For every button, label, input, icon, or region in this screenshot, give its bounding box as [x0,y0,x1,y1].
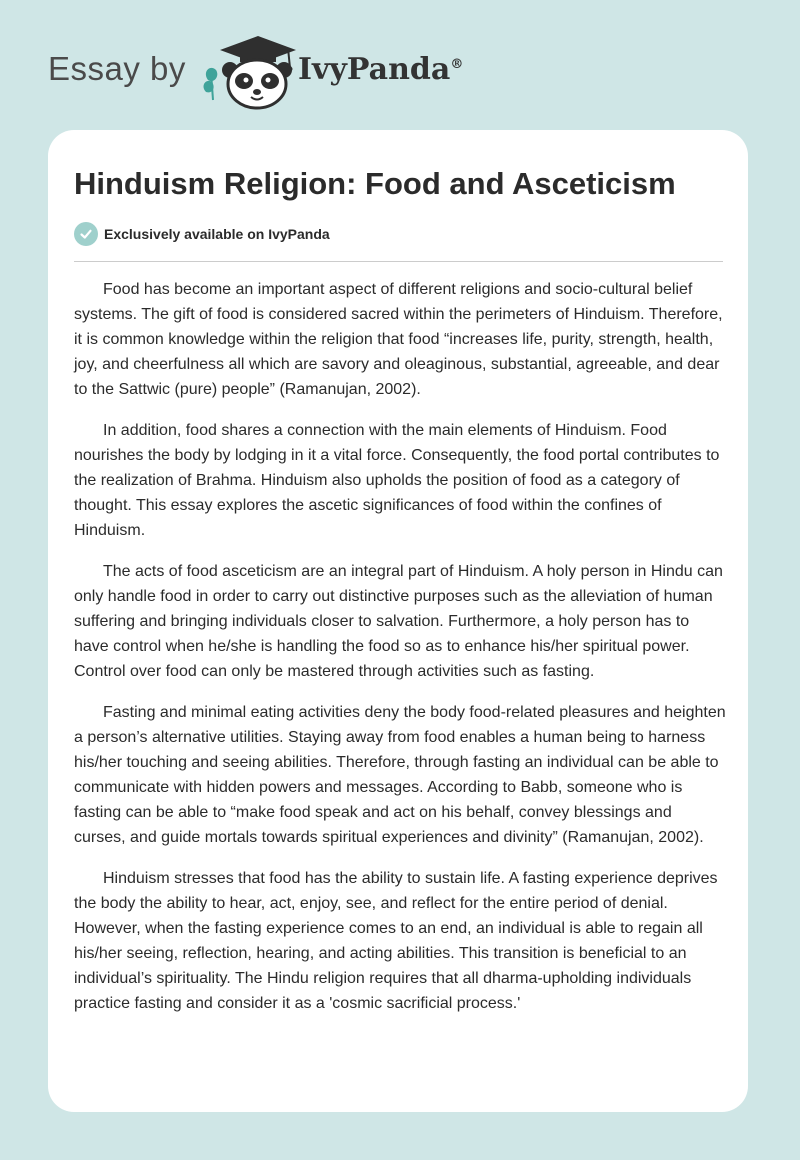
paragraph: In addition, food shares a connection with the main elements of Hinduism. Food nourishes the body by lodging in it a vital force. Consequently, the food portal contributes to the realization of Brahma. Hinduism also upholds the position of food as a category of thought. This essay explores the ascetic significances of food within the confines of Hinduism. [74,422,720,539]
paragraph: Hinduism stresses that food has the ability to sustain life. A fasting experience deprives the body the ability to hear, act, enjoy, see, and reflect for the entire period of denial. However, when the fasting experience comes to an end, an individual is able to regain all his/her seeing, reflection, hearing, and acting abilities. This transition is beneficial to an individual’s spirituality. The Hindu religion requires that all dharma-upholding individuals practice fasting and consider it as a 'cosmic sacrificial process.' [74,870,718,1012]
essay-card [48,130,748,1112]
check-circle-icon [74,222,98,246]
panda-graduation-cap-icon [200,34,300,110]
brand-name-text: IvyPanda [298,52,451,87]
registered-mark: ® [450,57,464,72]
essay-body [74,277,726,1032]
brand-prefix: Essay by [48,50,186,87]
brand-name [298,52,463,87]
divider [74,261,723,262]
exclusive-label: Exclusively available on IvyPanda [104,226,330,242]
paragraph: The acts of food asceticism are an integral part of Hinduism. A holy person in Hindu can only handle food in order to carry out distinctive purposes such as the alleviation of human suffering and bringing individuals closer to salvation. Furthermore, a holy person has to have control when he/she is handling the food so as to enhance his/her spiritual power. Control over food can only be mastered through activities such as fasting. [74,563,723,680]
paragraph: Fasting and minimal eating activities deny the body food-related pleasures and heighten a person’s alternative utilities. Staying away from food enables a human being to harness his/her touching and seeing abilities. Therefore, through fasting an individual can be able to communicate with hidden powers and messages. According to Babb, someone who is fasting can be able to “make food speak and act on his behalf, convey blessings and curses, and guide mortals towards spiritual experiences and divinity” (Ramanujan, 2002). [74,704,726,846]
exclusive-badge [74,222,330,246]
paragraph: Food has become an important aspect of different religions and socio-cultural belief systems. The gift of food is considered sacred within the perimeters of Hinduism. Therefore, it is common knowledge within the religion that food “increases life, purity, strength, health, joy, and cheerfulness all which are savory and oleaginous, substantial, agreeable, and dear to the Sattwic (pure) people” (Ramanujan, 2002). [74,281,723,398]
page-title: Hinduism Religion: Food and Asceticism [74,166,676,201]
brand-header [48,34,488,110]
